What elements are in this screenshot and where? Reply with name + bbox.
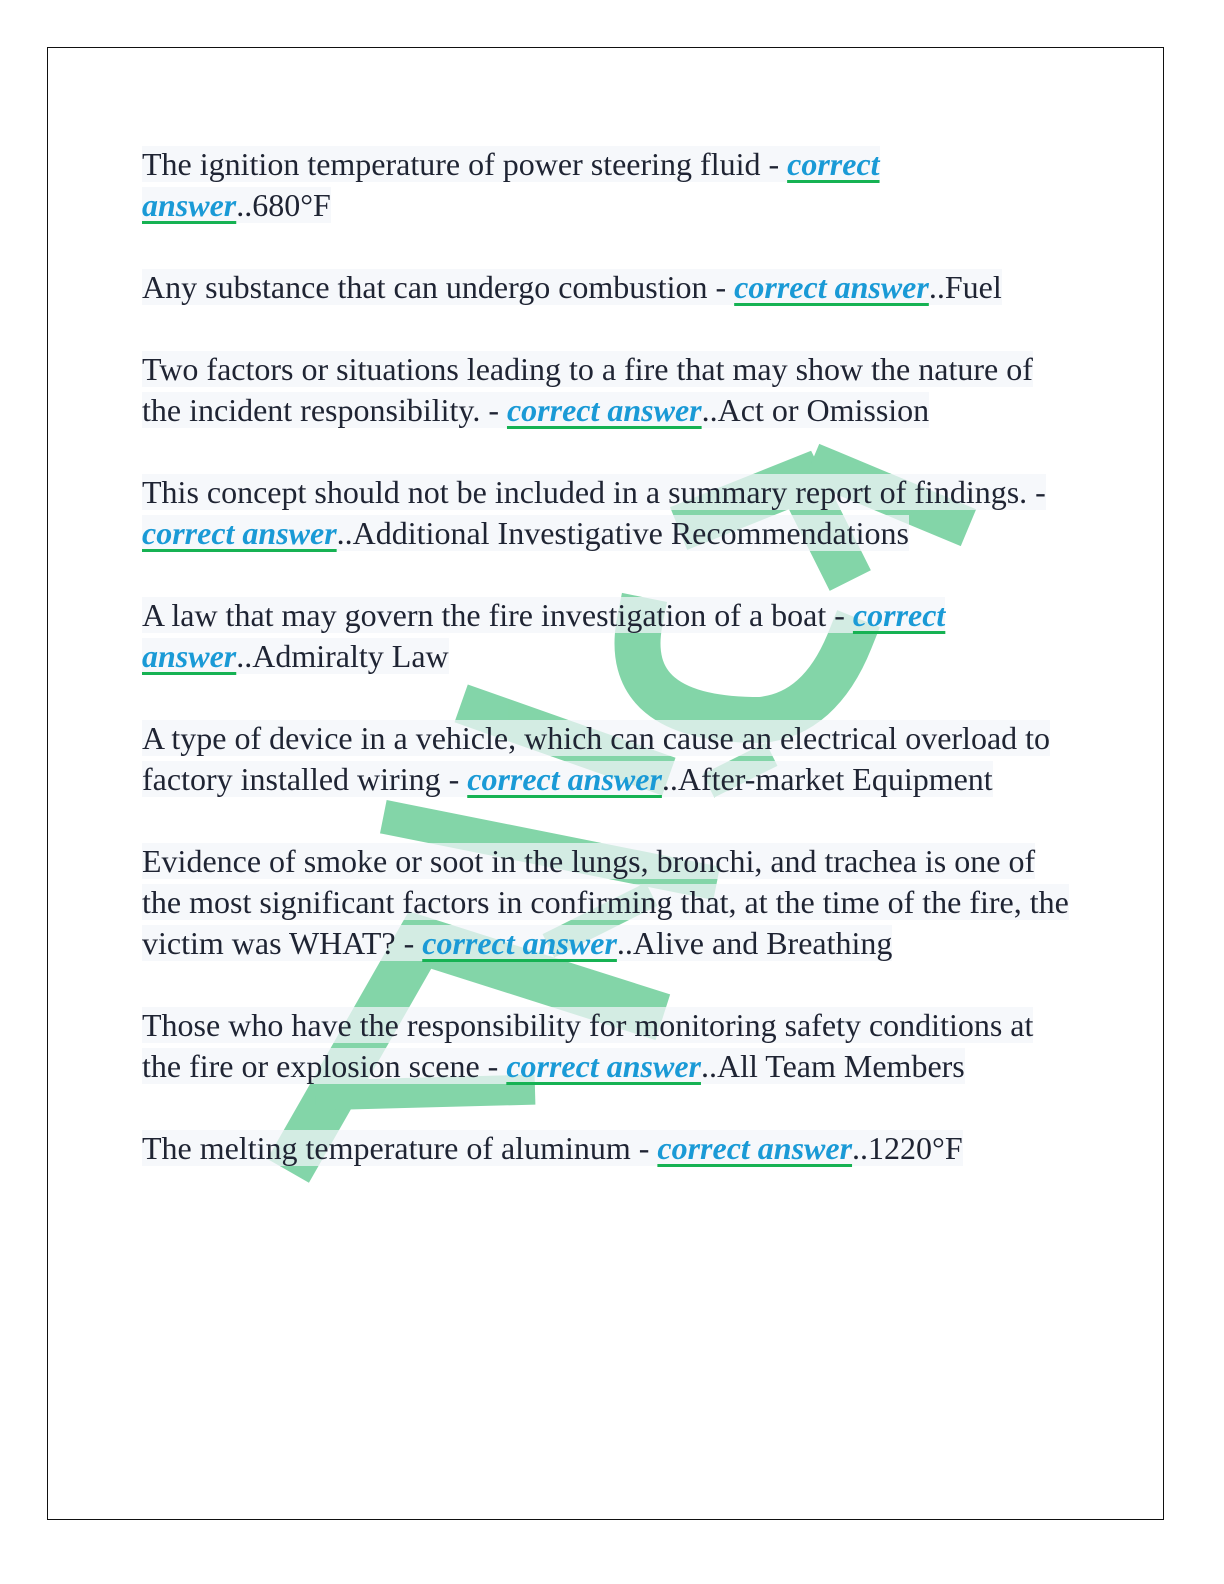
question-text: The melting temperature of aluminum [142,1130,631,1166]
qa-item-6 [142,718,1072,800]
answer-text: ..Act or Omission [701,392,930,428]
separator: - [395,925,423,961]
question-text: Those who have the responsibility for monitoring safety conditions at the fire or explosion scene [142,1007,1034,1084]
correct-answer-label: correct answer [657,1130,853,1166]
correct-answer-label: correct answer [467,761,662,797]
qa-item-2 [142,267,1072,308]
separator: - [1027,474,1046,510]
correct-answer-label: correct answer [506,392,702,428]
correct-answer-label: correct answer [422,925,617,961]
question-text: Evidence of smoke or soot in the lungs, bronchi, and trachea is one of the most significant factors in confirming that, at the time of the fire, the victim was WHAT? [142,843,1069,961]
question-text: Two factors or situations leading to a fire that may show the nature of the incident responsibility. [142,351,1033,428]
separator: - [440,761,468,797]
answer-text: ..Admiralty Law [236,638,449,674]
question-text: The ignition temperature of power steering fluid [142,146,761,182]
answer-text: ..Alive and Breathing [616,925,893,961]
correct-answer-label: correct answer [142,597,946,674]
question-text: A type of device in a vehicle, which can cause an electrical overload to factory installed wiring [142,720,1051,797]
answer-text: ..680°F [236,187,331,223]
qa-item-3 [142,349,1072,431]
separator: - [826,597,853,633]
separator: - [707,269,735,305]
qa-item-5 [142,595,1072,677]
answer-text: ..Additional Investigative Recommendations [336,515,909,551]
question-text: A law that may govern the fire investigation of a boat [142,597,827,633]
separator: - [630,1130,658,1166]
answer-text: ..All Team Members [700,1048,965,1084]
question-text: This concept should not be included in a summary report of findings. [142,474,1028,510]
correct-answer-label: correct answer [142,146,880,223]
question-text: Any substance that can undergo combustion [142,269,708,305]
qa-item-8 [142,1005,1072,1087]
answer-text: ..After-market Equipment [661,761,993,797]
correct-answer-label: correct answer [734,269,929,305]
qa-list [142,144,1072,1210]
separator: - [760,146,788,182]
separator: - [479,1048,507,1084]
qa-item-7 [142,841,1072,964]
correct-answer-label: correct answer [142,515,337,551]
separator: - [480,392,507,428]
correct-answer-label: correct answer [506,1048,701,1084]
qa-item-9 [142,1128,1072,1169]
qa-item-1 [142,144,1072,226]
qa-item-4 [142,472,1072,554]
answer-text: ..1220°F [852,1130,963,1166]
answer-text: ..Fuel [928,269,1002,305]
